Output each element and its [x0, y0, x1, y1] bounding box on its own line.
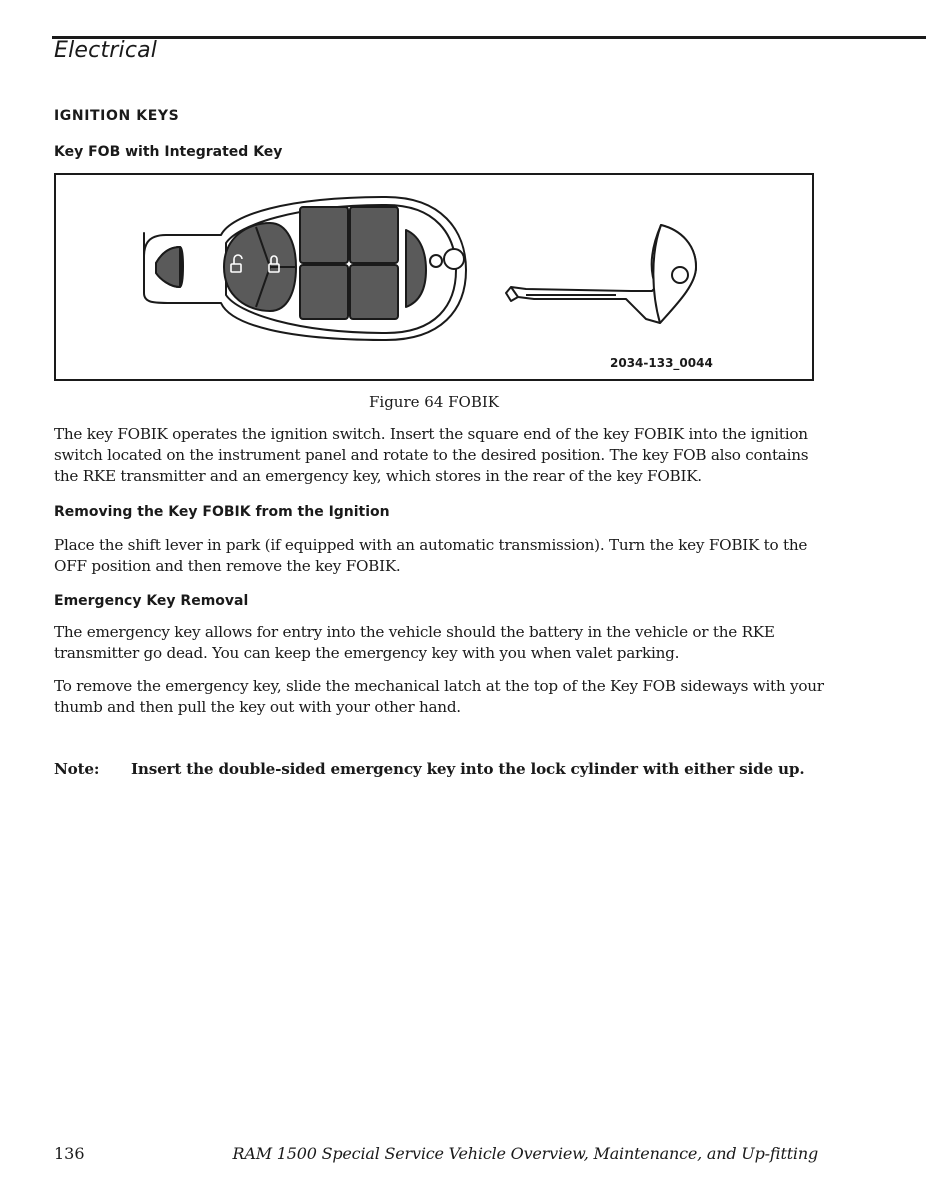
emergency-key-icon: [506, 225, 696, 323]
emergency-key-paragraph-1: The emergency key allows for entry into the vehicle should the battery in the vehicle or the RKE transmitter go dead. You can keep the emergency key with you when valet parking.: [54, 623, 775, 662]
key-fob-subheading: Key FOB with Integrated Key: [54, 144, 283, 160]
ignition-keys-heading: IGNITION KEYS: [54, 108, 180, 124]
removing-key-paragraph: Place the shift lever in park (if equipped with an automatic transmission). Turn the key FOBIK to the OFF position and then remove the key FOBIK.: [54, 536, 808, 575]
fobik-figure: [54, 173, 814, 381]
emergency-key-paragraph-2: To remove the emergency key, slide the mechanical latch at the top of the Key FOB sideways with your thumb and then pull the key out with your other hand.: [54, 677, 824, 716]
section-title: Electrical: [54, 38, 158, 63]
removing-key-heading: Removing the Key FOBIK from the Ignition: [54, 504, 390, 520]
note-text: Insert the double-sided emergency key into the lock cylinder with either side up.: [131, 760, 805, 778]
fobik-illustration: [56, 175, 816, 383]
key-fob-icon: [144, 197, 466, 340]
figure-code: 2034-133_0044: [610, 356, 713, 370]
emergency-key-heading: Emergency Key Removal: [54, 593, 249, 609]
header-rule: [52, 36, 926, 39]
figure-caption: Figure 64 FOBIK: [369, 393, 499, 411]
fobik-intro-paragraph: The key FOBIK operates the ignition switch. Insert the square end of the key FOBIK into the ignition switch located on the instrument panel and rotate to the desired position. The key FOB also contains the RKE transmitter and an emergency key, which stores in the rear of the key FOBIK.: [54, 425, 809, 485]
note-label: Note:: [54, 760, 100, 778]
footer-title: RAM 1500 Special Service Vehicle Overview, Maintenance, and Up-fitting: [232, 1144, 818, 1163]
page-number: 136: [54, 1144, 85, 1163]
